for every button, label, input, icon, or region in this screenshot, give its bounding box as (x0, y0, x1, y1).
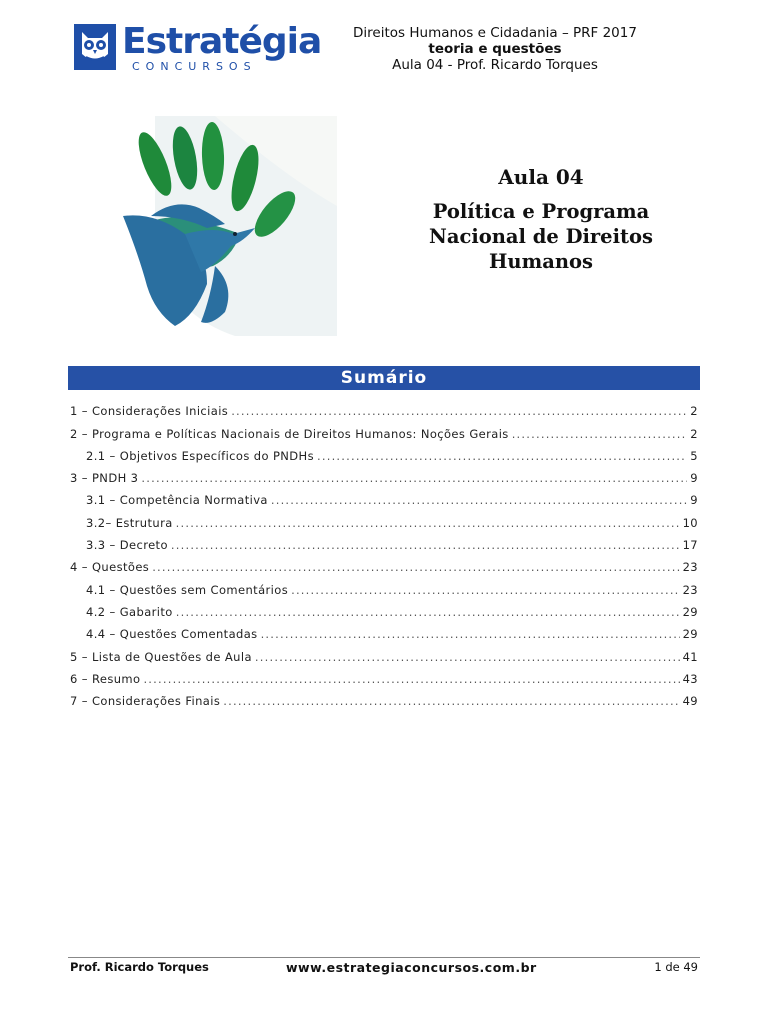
toc-item-page: 29 (682, 604, 698, 619)
page-header (315, 25, 675, 73)
toc-item-label: 3.2– Estrutura (86, 515, 173, 530)
toc-item-label: 3 – PNDH 3 (70, 471, 139, 486)
brand-logo (74, 21, 322, 74)
footer-page-number: 1 de 49 (654, 960, 698, 974)
toc-leader-dots (271, 493, 687, 507)
toc-leader-dots (152, 560, 679, 574)
toc-item-label: 1 – Considerações Iniciais (70, 404, 229, 419)
toc-item-label: 3.3 – Decreto (86, 538, 168, 553)
toc-item-label: 3.1 – Competência Normativa (86, 493, 268, 508)
toc-item[interactable] (70, 441, 698, 463)
logo-subtitle: CONCURSOS (132, 60, 257, 73)
toc-leader-dots (171, 538, 680, 552)
toc-item[interactable] (70, 396, 698, 418)
toc-item-page: 17 (682, 538, 698, 553)
toc-leader-dots (231, 404, 687, 418)
toc-item-page: 2 (690, 426, 698, 441)
toc-item[interactable] (70, 418, 698, 440)
toc-item-label: 2 – Programa e Políticas Nacionais de Direitos Humanos: Noções Gerais (70, 426, 509, 441)
toc-item-page: 5 (690, 448, 698, 463)
toc-item-page: 41 (682, 649, 698, 664)
toc-leader-dots (261, 627, 680, 641)
toc-item-page: 29 (682, 627, 698, 642)
toc-item[interactable] (70, 664, 698, 686)
toc-item[interactable] (70, 619, 698, 641)
toc-item-page: 9 (690, 471, 698, 486)
footer-divider (68, 957, 700, 958)
toc-item-page: 9 (690, 493, 698, 508)
toc-leader-dots (291, 583, 679, 597)
hand-dove-illustration (115, 116, 337, 336)
toc-leader-dots (223, 694, 679, 708)
toc-item-page: 49 (682, 694, 698, 709)
toc-leader-dots (317, 449, 687, 463)
toc-item[interactable] (70, 463, 698, 485)
toc-item[interactable] (70, 507, 698, 529)
toc-leader-dots (143, 672, 679, 686)
toc-item-page: 2 (690, 404, 698, 419)
toc-item[interactable] (70, 597, 698, 619)
footer-author: Prof. Ricardo Torques (70, 960, 209, 974)
toc-item[interactable] (70, 574, 698, 596)
toc-item-label: 6 – Resumo (70, 671, 141, 686)
toc-leader-dots (141, 471, 687, 485)
lesson-title (420, 163, 662, 274)
table-of-contents (70, 396, 698, 708)
header-lesson: Aula 04 - Prof. Ricardo Torques (392, 57, 598, 73)
lesson-number: Aula 04 (498, 165, 584, 189)
header-course: Direitos Humanos e Cidadania – PRF 2017 (353, 25, 637, 41)
toc-item[interactable] (70, 552, 698, 574)
toc-item-label: 4.2 – Gabarito (86, 604, 173, 619)
owl-logo-icon (74, 24, 116, 70)
toc-item-label: 4.4 – Questões Comentadas (86, 627, 258, 642)
toc-item[interactable] (70, 530, 698, 552)
toc-item[interactable] (70, 686, 698, 708)
toc-item[interactable] (70, 485, 698, 507)
toc-item-label: 4 – Questões (70, 560, 150, 575)
toc-item-label: 4.1 – Questões sem Comentários (86, 582, 289, 597)
toc-item[interactable] (70, 641, 698, 663)
toc-item-label: 5 – Lista de Questões de Aula (70, 649, 252, 664)
toc-leader-dots (512, 427, 688, 441)
logo-wordmark: Estratégia (122, 21, 322, 62)
toc-item-page: 43 (682, 671, 698, 686)
summary-heading: Sumário (68, 366, 700, 390)
toc-item-page: 23 (682, 560, 698, 575)
toc-item-page: 10 (682, 515, 698, 530)
toc-leader-dots (255, 650, 680, 664)
toc-leader-dots (176, 605, 680, 619)
footer-url[interactable]: www.estrategiaconcursos.com.br (286, 960, 537, 975)
header-subtitle: teoria e questões (428, 41, 562, 57)
toc-item-page: 23 (682, 582, 698, 597)
toc-item-label: 2.1 – Objetivos Específicos do PNDHs (86, 448, 314, 463)
toc-leader-dots (176, 516, 680, 530)
toc-item-label: 7 – Considerações Finais (70, 694, 221, 709)
lesson-subject: Política e Programa Nacional de Direitos Humanos (429, 200, 653, 273)
